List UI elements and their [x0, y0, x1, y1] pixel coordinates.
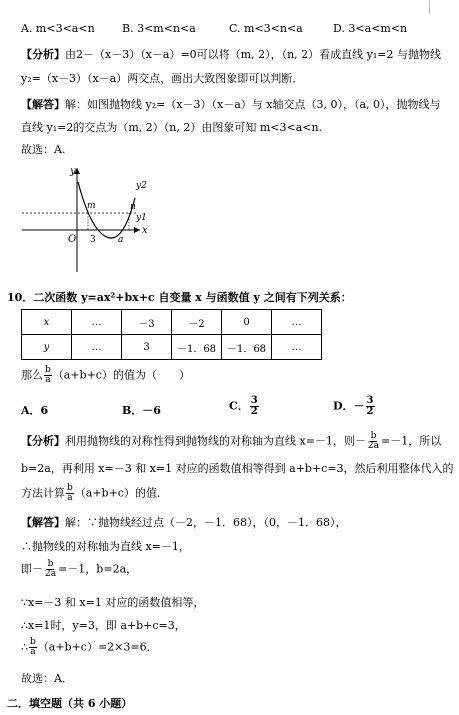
q10-stem: 10．二次函数 y=ax²+bx+c 自变量 x 与函数值 y 之间有下列关系： — [7, 291, 352, 304]
q10-option-d — [333, 396, 376, 417]
table-cell: … — [72, 335, 122, 360]
q10-ask-prefix: 那么 — [21, 368, 43, 382]
table-cell: －3 — [122, 310, 172, 335]
q10-question — [21, 366, 190, 385]
point-n-label: n — [130, 202, 136, 212]
q10-sol4: ∵x=－3 和 x=1 对应的函数值相等， — [21, 596, 205, 609]
q10-sol6-prefix: ∴ — [21, 640, 28, 654]
q10-analysis-fraction-2 — [66, 484, 74, 503]
frac-num: 3 — [366, 395, 374, 406]
table-row-x — [22, 310, 322, 335]
origin-label: O — [68, 234, 77, 245]
frac-num: 3 — [250, 395, 258, 406]
q9-analysis-label: 【分析】 — [21, 48, 65, 61]
q10-analysis-text3b: （a+b+c）的值． — [74, 486, 168, 500]
q10-analysis-fraction — [367, 432, 380, 451]
q10-analysis-text3a: 方法计算 — [21, 486, 65, 500]
point-m-label: m — [87, 201, 96, 211]
y1-label: y1 — [136, 213, 147, 223]
q10-option-b: B．－6 — [122, 404, 161, 417]
x-axis-arrow — [134, 227, 140, 233]
q9-option-a: A. m<3<a<n — [21, 22, 95, 35]
table-cell: … — [272, 310, 322, 335]
q10-option-d-fraction — [366, 396, 375, 417]
q10-analysis-line2: b=2a，再利用 x=－3 和 x=1 对应的函数值相等得到 a+b+c=3，然后利用整体代入的 — [21, 462, 454, 475]
q10-sol3-fraction — [44, 560, 57, 579]
q10-option-c — [229, 396, 260, 417]
frac-den: 2 — [366, 406, 374, 417]
table-cell: 3 — [122, 335, 172, 360]
q10-analysis-text1a: 利用抛物线的对称性得到抛物线的对称轴为直线 x=－1，则－ — [65, 434, 366, 448]
q10-sol3-prefix: 即－ — [21, 562, 43, 576]
q9-option-d: D. 3<a<m<n — [333, 22, 408, 35]
q9-solution-line1 — [21, 96, 441, 112]
frac-den: a — [30, 647, 36, 657]
q10-sol2: ∴抛物线的对称轴为直线 x=－1， — [21, 540, 190, 553]
x-axis-label: x — [142, 225, 148, 236]
page-corner-mark — [429, 0, 431, 14]
frac-num: b — [370, 431, 377, 441]
y-axis-label: y — [70, 166, 76, 177]
q9-solution-text1: 解：如图抛物线 y₂=（x－3）（x－a）与 x轴交点（3, 0），（a, 0），抛物线与 — [65, 98, 441, 111]
table-cell: 0 — [222, 310, 272, 335]
q10-analysis-line1 — [21, 432, 441, 451]
q9-parabola-graph — [20, 160, 155, 275]
section-2-heading: 二．填空题（共 6 小题） — [7, 697, 133, 710]
q10-sol6-suffix: （a+b+c）=2×3=6． — [37, 640, 158, 654]
q9-analysis-line1 — [21, 46, 441, 62]
q10-option-a: A．6 — [21, 404, 49, 417]
q10-analysis-label: 【分析】 — [21, 434, 65, 448]
frac-den: a — [45, 375, 51, 385]
frac-num: b — [47, 559, 54, 569]
q10-ask-fraction — [44, 366, 52, 385]
table-cell: －1．68 — [172, 335, 222, 360]
table-row-y — [22, 335, 322, 360]
q10-analysis-line3 — [21, 484, 168, 503]
q10-value-table — [21, 309, 322, 360]
frac-den: 2a — [45, 569, 57, 579]
table-cell: … — [72, 310, 122, 335]
q10-sol3 — [21, 560, 137, 579]
q10-sol6-fraction — [29, 638, 37, 657]
q10-solution-label: 【解答】 — [21, 516, 65, 529]
table-cell: －2 — [172, 310, 222, 335]
q10-option-d-prefix: D．－ — [333, 399, 365, 413]
y2-label: y2 — [136, 181, 147, 191]
q10-ask-suffix: （a+b+c）的值为（ ） — [52, 368, 190, 382]
q9-answer: 故选：A. — [21, 143, 66, 156]
q9-analysis-line2: y₂=（x－3）（x－a）两交点，画出大致图象即可以判断． — [21, 72, 304, 85]
frac-den: 2 — [250, 406, 258, 417]
q10-solution-line1 — [21, 514, 347, 530]
table-cell: … — [272, 335, 322, 360]
q10-option-c-fraction — [250, 396, 259, 417]
frac-num: b — [45, 365, 51, 375]
tick-3-label: 3 — [90, 235, 96, 245]
table-cell: y — [22, 335, 72, 360]
q10-analysis-text1b: =－1，所以 — [381, 434, 442, 448]
q9-option-b: B. 3<m<n<a — [122, 22, 196, 35]
table-cell: －1．68 — [222, 335, 272, 360]
q10-option-c-prefix: C． — [229, 399, 249, 413]
frac-den: 2a — [367, 441, 380, 451]
q10-sol6 — [21, 638, 158, 657]
q10-answer: 故选：A． — [21, 672, 73, 685]
frac-num: b — [67, 483, 73, 493]
q9-analysis-text1: 由2－（x－3）（x－a）=0可以将（m, 2），（n, 2）看成直线 y₁=2 与抛物线 — [65, 48, 442, 61]
frac-den: a — [67, 493, 73, 503]
tick-a-label: a — [118, 235, 124, 245]
q9-option-c: C. m<3<n<a — [229, 22, 303, 35]
q9-solution-line2: 直线 y₁=2的交点为（m, 2）（n, 2）由图象可知 m<3<a<n. — [21, 121, 323, 134]
table-cell: x — [22, 310, 72, 335]
q10-sol5: ∴x=1时，y=3，即 a+b+c=3， — [21, 619, 186, 632]
frac-num: b — [30, 637, 36, 647]
q9-solution-label: 【解答】 — [21, 98, 65, 111]
q10-sol3-suffix: =－1，b=2a， — [58, 562, 138, 576]
q10-sol1: 解：∵抛物线经过点（－2，－1．68），（0，－1．68）， — [65, 516, 347, 529]
